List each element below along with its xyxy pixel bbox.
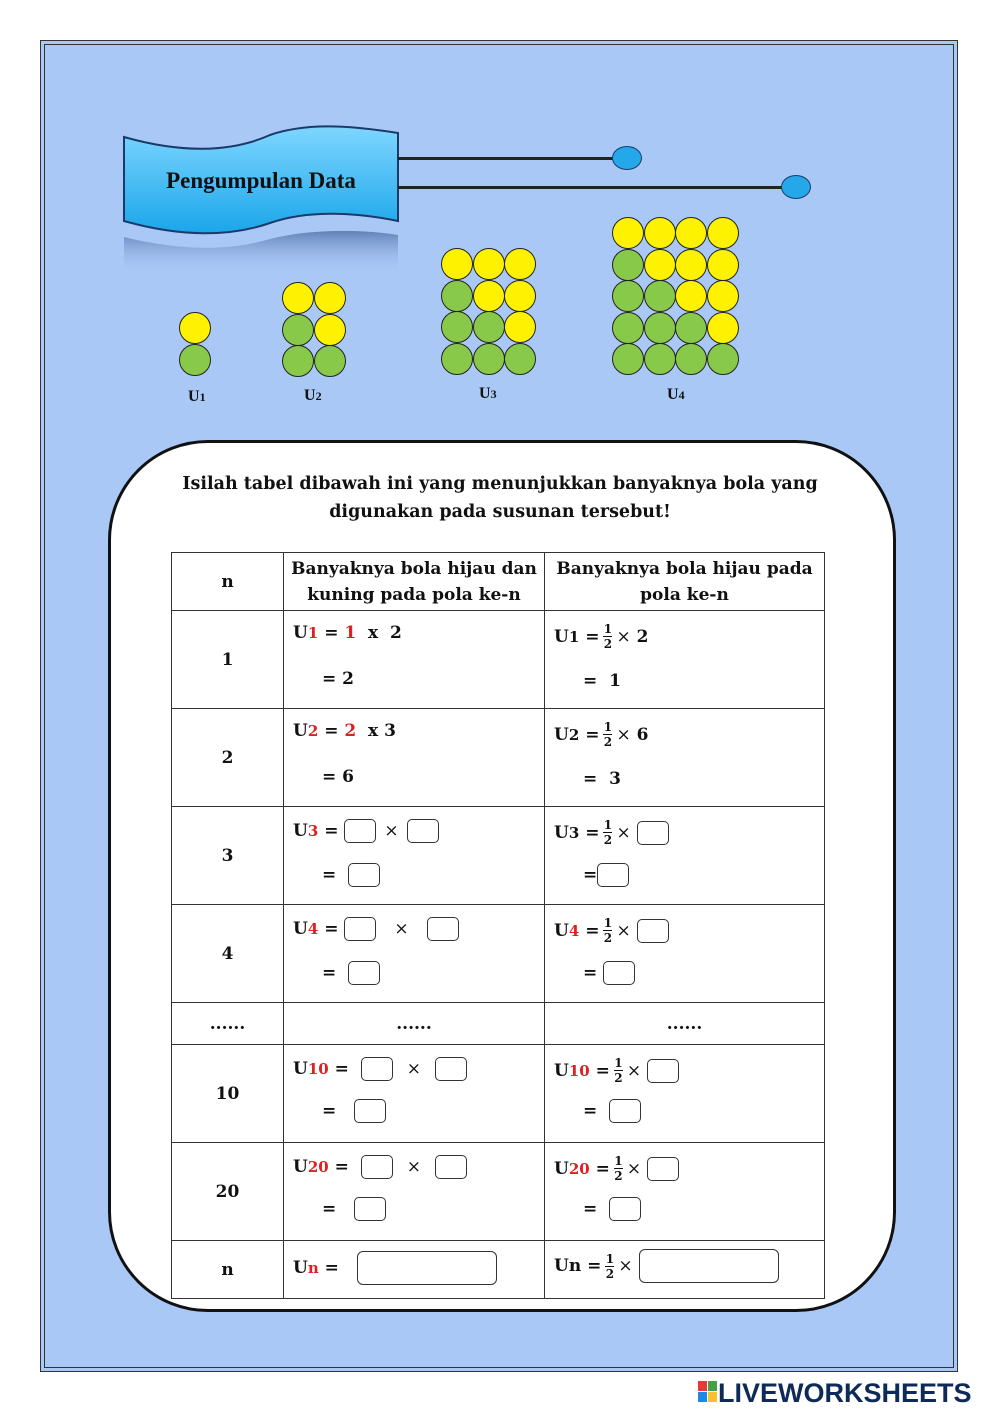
answer-box[interactable] <box>609 1197 641 1221</box>
total-cell: U 1 = 1 x 2 = 2 <box>284 611 545 709</box>
yellow-ball <box>612 217 644 249</box>
yellow-ball <box>314 282 346 314</box>
answer-box[interactable] <box>637 919 669 943</box>
brand-wordmark[interactable]: LIVEWORKSHEETS <box>718 1378 972 1408</box>
green-cell: U 1 = $\frac{1}{2}$ × 2 = 1 <box>545 611 825 709</box>
answer-box[interactable] <box>647 1059 679 1083</box>
yellow-ball <box>707 312 739 344</box>
green-ball <box>282 345 314 377</box>
yellow-ball <box>441 248 473 280</box>
green-ball <box>644 280 676 312</box>
yellow-ball <box>473 280 505 312</box>
yellow-ball <box>675 249 707 281</box>
half-fraction: $\frac{1}{2}$ <box>603 818 613 847</box>
answer-box[interactable] <box>609 1099 641 1123</box>
yellow-ball <box>675 280 707 312</box>
answer-box[interactable] <box>354 1197 386 1221</box>
green-ball <box>612 312 644 344</box>
answer-table <box>171 552 825 1299</box>
pattern-label-u1: U1 <box>188 388 206 405</box>
green-ball <box>644 312 676 344</box>
table-row <box>172 709 825 807</box>
table-header-row <box>172 553 825 611</box>
answer-box[interactable] <box>435 1155 467 1179</box>
answer-box[interactable] <box>354 1099 386 1123</box>
answer-box[interactable] <box>407 819 439 843</box>
answer-box[interactable] <box>344 917 376 941</box>
green-ball <box>473 343 505 375</box>
green-ball <box>441 311 473 343</box>
yellow-ball <box>675 217 707 249</box>
yellow-ball <box>282 282 314 314</box>
answer-box[interactable] <box>647 1157 679 1181</box>
table-row <box>172 611 825 709</box>
answer-box[interactable] <box>427 917 459 941</box>
green-ball <box>504 343 536 375</box>
yellow-ball <box>644 217 676 249</box>
liveworksheets-logo-icon <box>698 1381 718 1403</box>
answer-box[interactable] <box>603 961 635 985</box>
connector-knob-bottom <box>781 175 811 199</box>
connector-knob-top <box>612 146 642 170</box>
green-ball <box>612 280 644 312</box>
formula-answer-box[interactable] <box>357 1251 497 1285</box>
green-ball <box>314 345 346 377</box>
green-cell: U 4 = $\frac{1}{2}$ × = <box>545 905 825 1003</box>
green-ball <box>179 344 211 376</box>
half-fraction: $\frac{1}{2}$ <box>614 1154 623 1183</box>
total-cell: U n = <box>284 1241 545 1299</box>
row-n: 2 <box>172 709 284 807</box>
yellow-ball <box>504 248 536 280</box>
table-row <box>172 905 825 1003</box>
green-cell: U 2 = $\frac{1}{2}$ × 6 = 3 <box>545 709 825 807</box>
green-cell: U n = $\frac{1}{2}$ × <box>545 1241 825 1299</box>
green-cell: U 10 = $\frac{1}{2}$ × = <box>545 1045 825 1143</box>
pattern-label-u3: U3 <box>479 385 497 402</box>
banner-title: Pengumpulan Data <box>166 168 356 193</box>
green-ball <box>612 343 644 375</box>
half-fraction: $\frac{1}{2}$ <box>603 622 613 651</box>
banner-ribbon <box>120 125 405 285</box>
green-ball <box>441 343 473 375</box>
green-cell: U 20 = $\frac{1}{2}$ × = <box>545 1143 825 1241</box>
total-cell: U 20 = × = <box>284 1143 545 1241</box>
green-ball <box>707 343 739 375</box>
answer-box[interactable] <box>348 863 380 887</box>
total-cell: U 10 = × = <box>284 1045 545 1143</box>
half-fraction: $\frac{1}{2}$ <box>603 720 613 749</box>
yellow-ball <box>504 280 536 312</box>
yellow-ball <box>707 217 739 249</box>
row-n: 4 <box>172 905 284 1003</box>
formula-answer-box[interactable] <box>639 1249 779 1283</box>
table-row <box>172 1241 825 1299</box>
total-cell: U 4 = × = <box>284 905 545 1003</box>
connector-line-bottom <box>398 186 784 189</box>
header-total: Banyaknya bola hijau dan kuning pada pola ke-n <box>284 553 545 611</box>
yellow-ball <box>707 280 739 312</box>
row-n: n <box>172 1241 284 1299</box>
green-cell: U 3 = $\frac{1}{2}$ × = <box>545 807 825 905</box>
row-n: 1 <box>172 611 284 709</box>
half-fraction: $\frac{1}{2}$ <box>614 1056 623 1085</box>
header-green: Banyaknya bola hijau pada pola ke-n <box>545 553 825 611</box>
answer-box[interactable] <box>637 821 669 845</box>
connector-line-top <box>398 157 616 160</box>
row-n: 20 <box>172 1143 284 1241</box>
answer-box[interactable] <box>597 863 629 887</box>
half-fraction: $\frac{1}{2}$ <box>605 1251 615 1281</box>
table-row <box>172 1045 825 1143</box>
table-row <box>172 1143 825 1241</box>
total-cell: U 3 = × = <box>284 807 545 905</box>
green-ball <box>612 249 644 281</box>
yellow-ball <box>179 312 211 344</box>
green-ball <box>473 311 505 343</box>
table-row <box>172 807 825 905</box>
table-row-ellipsis: ...... ...... ...... <box>172 1003 825 1045</box>
answer-box[interactable] <box>435 1057 467 1081</box>
answer-box[interactable] <box>361 1057 393 1081</box>
yellow-ball <box>707 249 739 281</box>
green-ball <box>441 280 473 312</box>
row-n: 3 <box>172 807 284 905</box>
instruction-text: Isilah tabel dibawah ini yang menunjukkan banyaknya bola yang digunakan pada susunan tersebut! <box>182 474 818 522</box>
pattern-label-u2: U2 <box>304 387 322 404</box>
green-ball <box>644 343 676 375</box>
half-fraction: $\frac{1}{2}$ <box>603 916 613 945</box>
header-n: n <box>172 553 284 611</box>
green-ball <box>675 312 707 344</box>
yellow-ball <box>314 314 346 346</box>
yellow-ball <box>644 249 676 281</box>
yellow-ball <box>473 248 505 280</box>
pattern-label-u4: U4 <box>667 386 685 403</box>
answer-box[interactable] <box>348 961 380 985</box>
answer-box[interactable] <box>361 1155 393 1179</box>
yellow-ball <box>504 311 536 343</box>
answer-box[interactable] <box>344 819 376 843</box>
green-ball <box>675 343 707 375</box>
row-n: 10 <box>172 1045 284 1143</box>
green-ball <box>282 314 314 346</box>
total-cell: U 2 = 2 x 3 = 6 <box>284 709 545 807</box>
